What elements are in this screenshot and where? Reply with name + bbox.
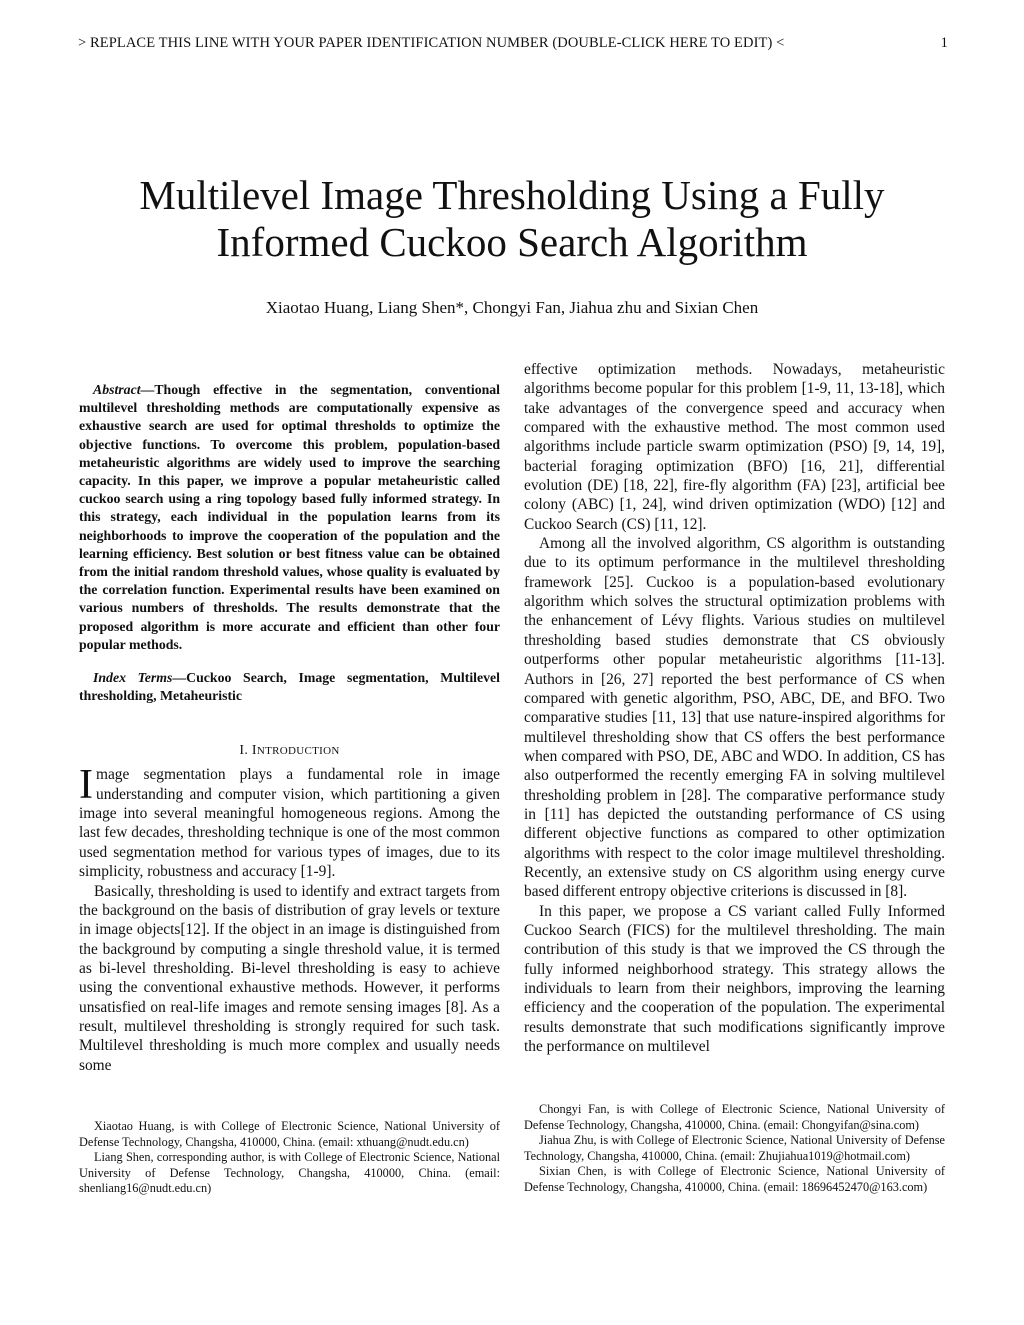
paper-title: [0, 172, 1024, 266]
footnote-sixian-chen: Sixian Chen, is with College of Electronic Science, National University of Defense Technology, Changsha, 410000, China. (email: 18696452470@163.com): [524, 1164, 945, 1194]
drop-cap: I: [79, 762, 93, 809]
intro-paragraph-1: [79, 762, 500, 881]
intro-paragraph-4: In this paper, we propose a CS variant called Fully Informed Cuckoo Search (FICS) for the multilevel thresholding. The main contribution of this study is that we improved the CS through the fully informed neighborhood strategy. This strategy allows the individuals to learn from their neighbors, improving the learning efficiency and the cooperation of the population. The experimental results demonstrate that such modifications significantly improve the performance on multilevel: [524, 902, 945, 1056]
footnote-chongyi-fan: Chongyi Fan, is with College of Electronic Science, National University of Defense Technology, Changsha, 410000, China. (email: Chongyifan@sina.com): [524, 1102, 945, 1132]
title-line-2: Informed Cuckoo Search Algorithm: [216, 219, 808, 265]
intro-paragraph-1-text: mage segmentation plays a fundamental role in image understanding and computer vision, which partitioning a given image into several meaningful homogeneous regions. Among the last few decades, thresholding technique is one of the most common used segmentation method for various types of images, due to its simplicity, robustness and accuracy [1-9].: [79, 766, 500, 881]
abstract: [79, 381, 500, 654]
intro-paragraph-2: Basically, thresholding is used to identify and extract targets from the background on the basis of distribution of gray levels or texture in image objects[12]. If the object in an image is distinguished from the background by computing a single threshold value, it is termed as bi-level thresholding. Bi-level thresholding is easy to achieve using the conventional exhaustive methods. However, it performs unsatisfied on real-life images and remote sensing images [8]. As a result, multilevel thresholding is strongly required for such task. Multilevel thresholding is much more complex and usually needs some: [79, 882, 500, 1074]
section-heading-introduction: [79, 743, 500, 759]
right-column: [524, 360, 945, 1056]
index-terms-label: Index Terms: [93, 670, 173, 686]
footnotes-left: [79, 1119, 500, 1197]
running-header: [78, 35, 948, 52]
index-terms: [79, 669, 500, 705]
section-title-first-letter: I: [251, 743, 257, 759]
abstract-label: Abstract: [93, 382, 141, 397]
left-column: [79, 360, 500, 1075]
intro-paragraph-3: Among all the involved algorithm, CS algorithm is outstanding due to its optimum performance in the multilevel thresholding framework [25]. Cuckoo is a population-based evolutionary algorithm which solves the structural optimization problems with the enhancement of Lévy flights. Various studies on multilevel thresholding based studies demonstrate that CS obviously outperforms other popular metaheuristic algorithms [11-13]. Authors in [26, 27] reported the best performance of CS when compared with genetic algorithm, PSO, ABC, DE, and BFO. Two comparative studies [11, 13] that use nature-inspired algorithms for multilevel thresholding show that CS offers the best performance when compared with PSO, DE, ABC and WDO. In addition, CS has also outperformed the recently emerging FA in solving multilevel thresholding problem in [28]. The comparative performance study in [11] has depicted the outstanding performance of CS using different objective functions as compared to other optimization algorithms with respect to the color image multilevel thresholding. Recently, an extensive study on CS algorithm using energy curve based different entropy objective criterions is discussed in [8].: [524, 535, 945, 901]
footnote-liang-shen: Liang Shen, corresponding author, is with College of Electronic Science, National University of Defense Technology, Changsha, 410000, China. (email: shenliang16@nudt.edu.cn): [79, 1150, 500, 1196]
intro-paragraph-2-continued: effective optimization methods. Nowadays, metaheuristic algorithms become popular for this problem [1-9, 11, 13-18], which take advantages of the convergence speed and accuracy when compared with the exhaustive method. The most common used algorithms include particle swarm optimization (PSO) [9, 14, 19], bacterial foraging optimization (BFO) [16, 21], differential evolution (DE) [18, 22], fire-fly algorithm (FA) [23], artificial bee colony (ABC) [1, 24], wind driven optimization (WDO) [12] and Cuckoo Search (CS) [11, 12].: [524, 361, 945, 533]
footnotes-right: [524, 1102, 945, 1196]
section-numeral: I.: [239, 743, 252, 759]
author-list: Xiaotao Huang, Liang Shen*, Chongyi Fan, Jiahua zhu and Sixian Chen: [265, 298, 759, 317]
page-number: 1: [940, 35, 948, 51]
title-line-1: Multilevel Image Thresholding Using a Fully: [139, 172, 885, 218]
abstract-text: —Though effective in the segmentation, conventional multilevel thresholding methods are computationally expensive as exhaustive search are used for optimal thresholds to optimize the objective functions. To overcome this problem, population-based metaheuristic algorithms are widely used to improve the searching capacity. In this paper, we improve a popular metaheuristic called cuckoo search using a ring topology based fully informed strategy. In this strategy, each individual in the population learns from its neighborhoods to improve the cooperation of the population and the learning efficiency. Best solution or best fitness value can be obtained from the initial random threshold values, whose quality is evaluated by the correlation function. Experimental results have been examined on various numbers of thresholds. The results demonstrate that the proposed algorithm is more accurate and efficient than other four popular methods.: [79, 382, 500, 652]
running-head-text: > REPLACE THIS LINE WITH YOUR PAPER IDENTIFICATION NUMBER (DOUBLE-CLICK HERE TO EDIT) <: [78, 35, 785, 51]
index-terms-text: —Cuckoo Search, Image segmentation, Multilevel thresholding, Metaheuristic: [79, 670, 500, 704]
footnote-jiahua-zhu: Jiahua Zhu, is with College of Electronic Science, National University of Defense Technology, Changsha, 410000, China. (email: Zhujiahua1019@hotmail.com): [524, 1133, 945, 1163]
section-title-rest: NTRODUCTION: [256, 745, 340, 758]
footnote-xiaotao-huang: Xiaotao Huang, is with College of Electronic Science, National University of Defense Technology, Changsha, 410000, China. (email: xthuang@nudt.edu.cn): [79, 1119, 500, 1149]
